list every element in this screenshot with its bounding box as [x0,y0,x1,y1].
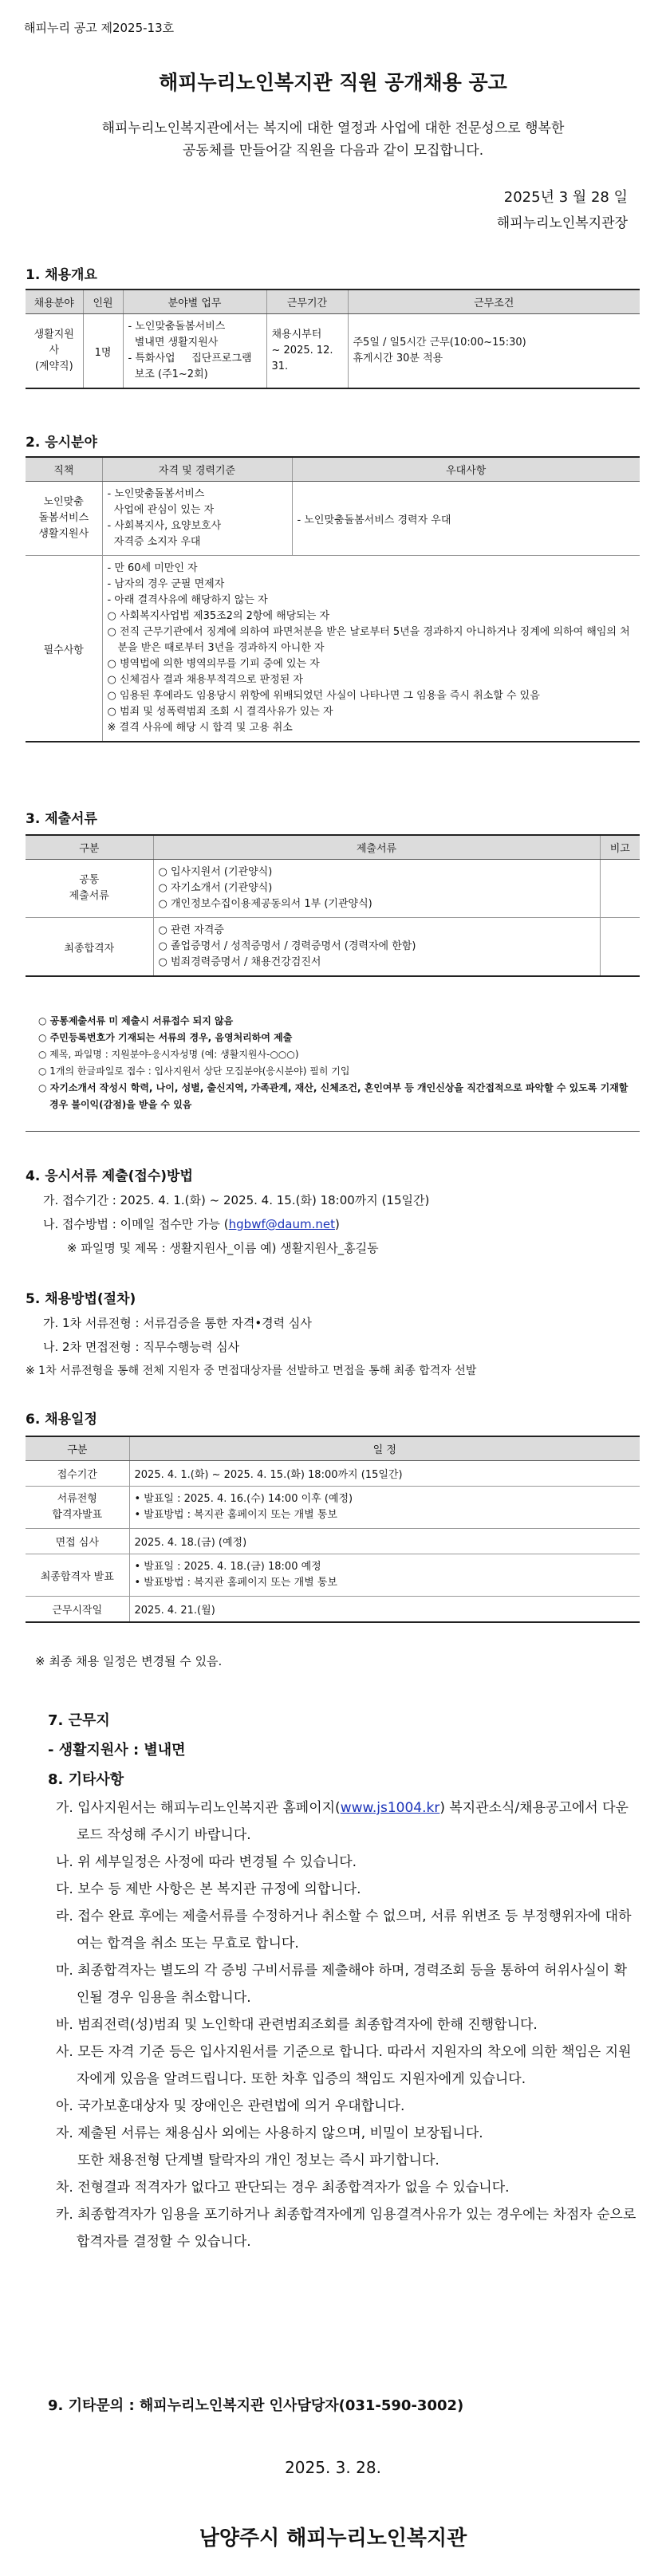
filename-note: ※ 파일명 및 제목 : 생활지원사_이름 예) 생활지원사_홍길동 [67,1241,379,1255]
remark-cell [600,860,640,918]
req-label-cell: 필수사항 [26,556,102,742]
table-header-row [26,290,640,314]
section-8-heading: 8. 기타사항 [48,1771,124,1788]
header-type: 구분 [26,1436,129,1461]
step-1: 가. 1차 서류전형 : 서류검증을 통한 자격•경력 심사 [43,1316,312,1330]
header-role: 직책 [26,457,102,482]
method-text: 나. 접수방법 : 이메일 접수만 가능 ( [43,1217,229,1231]
header-field: 채용분야 [26,290,83,314]
common-label-cell [26,860,153,918]
cell-line: • 발표방법 : 복지관 홈페이지 또는 개별 통보 [134,1577,337,1589]
etc-item: 아. 국가보훈대상자 및 장애인은 관련법에 의거 우대합니다. [56,2098,405,2114]
schedule-table [26,1436,640,1623]
req-item: ○ 범죄 및 성폭력범죄 조회 시 결격사유가 있는 자 [107,706,333,718]
schedule-value: 2025. 4. 21.(월) [129,1597,640,1623]
table-row [26,482,640,556]
role-cell [26,482,102,556]
doc-item: ○ 범죄경력증명서 / 채용건강검진서 [158,956,321,968]
schedule-label: 면접 심사 [26,1529,129,1554]
etc-item: 나. 위 세부일정은 사정에 따라 변경될 수 있습니다. [56,1854,357,1870]
etc-item: 다. 보수 등 제반 사항은 본 복지관 규정에 의합니다. [56,1881,361,1897]
note-item: ○ 1개의 한글파일로 접수 : 입사지원서 상단 모집분야(응시분야) 필히 기입 [38,1065,350,1077]
note-item: ○ 공통제출서류 미 제출시 서류접수 되지 않음 [38,1015,234,1026]
cell-line: 사업에 관심이 있는 자 [107,504,215,516]
etc-item: 또한 채용전형 단계별 탈락자의 개인 정보는 즉시 파기합니다. [56,2153,439,2168]
cell-line: ~ 2025. 12. 31. [271,345,333,372]
cell-line: • 발표일 : 2025. 4. 18.(금) 18:00 예정 [134,1561,321,1573]
section-5-heading: 5. 채용방법(절차) [26,1291,136,1307]
req-item: - 만 60세 미만인 자 [107,562,198,574]
cell-line: 주5일 / 일5시간 근무(10:00~15:30) [353,337,526,349]
header-remark: 비고 [600,835,640,860]
etc-item: 차. 전형결과 적격자가 없다고 판단되는 경우 최종합격자가 없을 수 있습니다. [56,2180,510,2196]
header-count: 인원 [83,290,123,314]
doc-item: ○ 졸업증명서 / 성적증명서 / 경력증명서 (경력자에 한함) [158,940,416,952]
cell-line: 제출서류 [69,890,109,902]
cell-line: 서류전형 [57,1493,97,1505]
section-3-heading: 3. 제출서류 [26,811,97,827]
schedule-label [26,1487,129,1529]
pref-cell: - 노인맞춤돌봄서비스 경력자 우대 [292,482,640,556]
req-item: ○ 사회복지사업법 제35조2의 2항에 해당되는 자 [107,610,330,622]
etc-text: 가. 입사지원서는 해피누리노인복지관 홈페이지( [56,1800,341,1816]
email-link[interactable]: hgbwf@daum.net [228,1217,335,1231]
cell-line: 휴게시간 30분 적용 [353,353,443,364]
step-2: 나. 2차 면접전형 : 직무수행능력 심사 [43,1340,240,1354]
footer-organization: 남양주시 해피누리노인복지관 [199,2527,467,2550]
etc-list [56,1794,640,2255]
count-cell: 1명 [83,314,123,389]
doc-item: ○ 관련 자격증 [158,924,224,936]
cell-line: 합격자발표 [52,1509,103,1521]
table-row [26,1597,640,1623]
header-quals: 자격 및 경력기준 [102,457,292,482]
req-item: ○ 병역법에 의한 병역의무를 기피 중에 있는 자 [107,658,320,670]
table-row [26,1487,640,1529]
cell-line: - 특화사업 집단프로그램 [128,353,252,364]
section-9-contact: 9. 기타문의 : 해피누리노인복지관 인사담당자(031-590-3002) [48,2397,464,2414]
doc-item: ○ 자기소개서 (기관양식) [158,882,273,894]
cell-line: 채용시부터 [271,329,322,341]
cell-line: - 노인맞춤돌봄서비스 [128,321,226,333]
req-item: ○ 신체검사 결과 채용부적격으로 판정된 자 [107,674,303,686]
submission-method [43,1215,340,1232]
schedule-value: 2025. 4. 18.(금) (예정) [129,1529,640,1554]
workplace: - 생활지원사 : 별내면 [48,1742,186,1759]
conditions-cell [348,314,640,389]
cell-line: 돌봄서비스 [38,512,89,524]
cell-line: 생활지원사 [38,528,89,540]
header-docs: 제출서류 [153,835,600,860]
homepage-link[interactable]: www.js1004.kr [340,1800,440,1816]
header-schedule: 일 정 [129,1436,640,1461]
table-row [26,1529,640,1554]
schedule-note: ※ 최종 채용 일정은 변경될 수 있음. [35,1654,223,1668]
schedule-value: 2025. 4. 1.(화) ~ 2025. 4. 15.(화) 18:00까지 (15일간) [129,1461,640,1487]
section-4-heading: 4. 응시서류 제출(접수)방법 [26,1168,193,1184]
section-6-heading: 6. 채용일정 [26,1412,97,1428]
req-item: ○ 전직 근무기관에서 징계에 의하여 파면처분을 받은 날로부터 5년을 경과하지 아니하거나 징계에 의하여 해임의 처분을 받은 때로부터 3년을 경과하지 아니한 자 [107,626,630,654]
documents-table [26,834,640,977]
submission-period: 가. 접수기간 : 2025. 4. 1.(화) ~ 2025. 4. 15.(화) 18:00까지 (15일간) [43,1193,430,1207]
cell-line: - 사회복지사, 요양보호사 [107,520,222,532]
common-docs-cell [153,860,600,918]
header-pref: 우대사항 [292,457,640,482]
qualification-table [26,456,640,742]
etc-item [56,1794,640,1849]
req-item: - 남자의 경우 군필 면제자 [107,578,225,590]
note-item: ○ 주민등록번호가 기재되는 서류의 경우, 음영처리하여 제출 [38,1032,293,1043]
header-conditions: 근무조건 [348,290,640,314]
doc-item: ○ 입사지원서 (기관양식) [158,866,273,878]
intro-line-1: 해피누리노인복지관에서는 복지에 대한 열정과 사업에 대한 전문성으로 행복한 [101,120,565,136]
notice-number: 해피누리 공고 제2025-13호 [24,21,175,35]
etc-item: 사. 모든 자격 기준 등은 입사지원서를 기준으로 합니다. 따라서 지원자의 착오에 의한 책임은 지원자에게 있음을 알려드립니다. 또한 차후 입증의 책임도 지원자에게 있습니다. [56,2044,632,2087]
section-7-heading: 7. 근무지 [48,1712,110,1729]
table-row [26,314,640,389]
overview-table [26,289,640,389]
final-docs-cell [153,918,600,977]
final-label-cell: 최종합격자 [26,918,153,977]
table-header-row [26,1436,640,1461]
director-title: 해피누리노인복지관장 [496,215,628,231]
etc-item: 라. 접수 완료 후에는 제출서류를 수정하거나 취소할 수 없으며, 서류 위변조 등 부정행위자에 대하여는 합격을 취소 또는 무효로 합니다. [56,1908,632,1952]
table-row [26,918,640,977]
method-text-end: ) [334,1217,340,1231]
etc-item: 자. 제출된 서류는 채용심사 외에는 사용하지 않으며, 비밀이 보장됩니다. [56,2125,483,2141]
intro-line-2: 공동체를 만들어갈 직원을 다음과 같이 모집합니다. [182,143,484,159]
page-title: 해피누리노인복지관 직원 공개채용 공고 [159,71,507,94]
schedule-label: 최종합격자 발표 [26,1554,129,1597]
cell-line: • 발표일 : 2025. 4. 16.(수) 14:00 이후 (예정) [134,1493,353,1505]
cell-line: (계약직) [34,360,73,372]
etc-item: 카. 최종합격자가 임용을 포기하거나 최종합격자에게 임용결격사유가 있는 경우에는 차점자 순으로 합격자를 결정할 수 있습니다. [56,2207,636,2250]
cell-line: 공통 [79,874,100,886]
cell-line: 보조 (주1~2회) [128,368,208,380]
etc-item: 바. 범죄전력(성)범죄 및 노인학대 관련범죄조회를 최종합격자에 한해 진행합니다. [56,2017,538,2033]
etc-item: 마. 최종합격자는 별도의 각 증빙 구비서류를 제출해야 하며, 경력조회 등을 통하여 허위사실이 확인될 경우 임용을 취소합니다. [56,1963,628,2006]
notice-date: 2025년 3 월 28 일 [503,189,628,206]
period-cell [266,314,348,389]
quals-cell [102,482,292,556]
documents-notes [38,1013,636,1113]
cell-line: - 노인맞춤돌봄서비스 [107,488,205,500]
schedule-value [129,1487,640,1529]
table-header-row [26,457,640,482]
note-item: ○ 제목, 파일명 : 지원분야-응시자성명 (예: 생활지원사-○○○) [38,1049,299,1060]
schedule-label: 근무시작일 [26,1597,129,1623]
footer-date: 2025. 3. 28. [285,2458,381,2477]
req-item: - 아래 결격사유에 해당하지 않는 자 [107,594,268,606]
requirements-cell [102,556,640,742]
req-item: ○ 임용된 후에라도 임용당시 위항에 위배되었던 사실이 나타나면 그 임용을 즉시 취소할 수 있음 [107,690,540,702]
table-header-row [26,835,640,860]
table-row [26,1554,640,1597]
req-item: ※ 결격 사유에 해당 시 합격 및 고용 취소 [107,722,293,734]
section-2-heading: 2. 응시분야 [26,435,97,451]
table-row [26,556,640,742]
note-item: ○ 자기소개서 작성시 학력, 나이, 성별, 출신지역, 가족관계, 재산, 신체조건, 혼인여부 등 개인신상을 직간접적으로 파악할 수 있도록 기재할 경우 불이익(감점)을 받을 수 있음 [38,1082,629,1110]
cell-line: 자격증 소지자 우대 [107,536,201,548]
cell-line: 노인맞춤 [43,496,84,508]
schedule-value [129,1554,640,1597]
section-1-heading: 1. 채용개요 [26,267,97,283]
doc-item: ○ 개인정보수집이용제공동의서 1부 (기관양식) [158,898,372,910]
duties-cell [123,314,266,389]
schedule-label: 접수기간 [26,1461,129,1487]
field-cell [26,314,83,389]
header-period: 근무기간 [266,290,348,314]
header-type: 구분 [26,835,153,860]
cell-line: 생활지원사 [33,329,74,356]
header-duties: 분야별 업무 [123,290,266,314]
procedure-note: ※ 1차 서류전형을 통해 전체 지원자 중 면접대상자를 선발하고 면접을 통해 최종 합격자 선발 [26,1365,477,1377]
cell-line: • 발표방법 : 복지관 홈페이지 또는 개별 통보 [134,1509,337,1521]
divider [26,1131,640,1132]
table-row [26,1461,640,1487]
etc-text: ) 복지관소식/채용공고에서 다운로드 작성해 주시기 바랍니다. [77,1800,629,1843]
remark-cell [600,918,640,977]
table-row [26,860,640,918]
cell-line: 별내면 생활지원사 [128,337,219,349]
